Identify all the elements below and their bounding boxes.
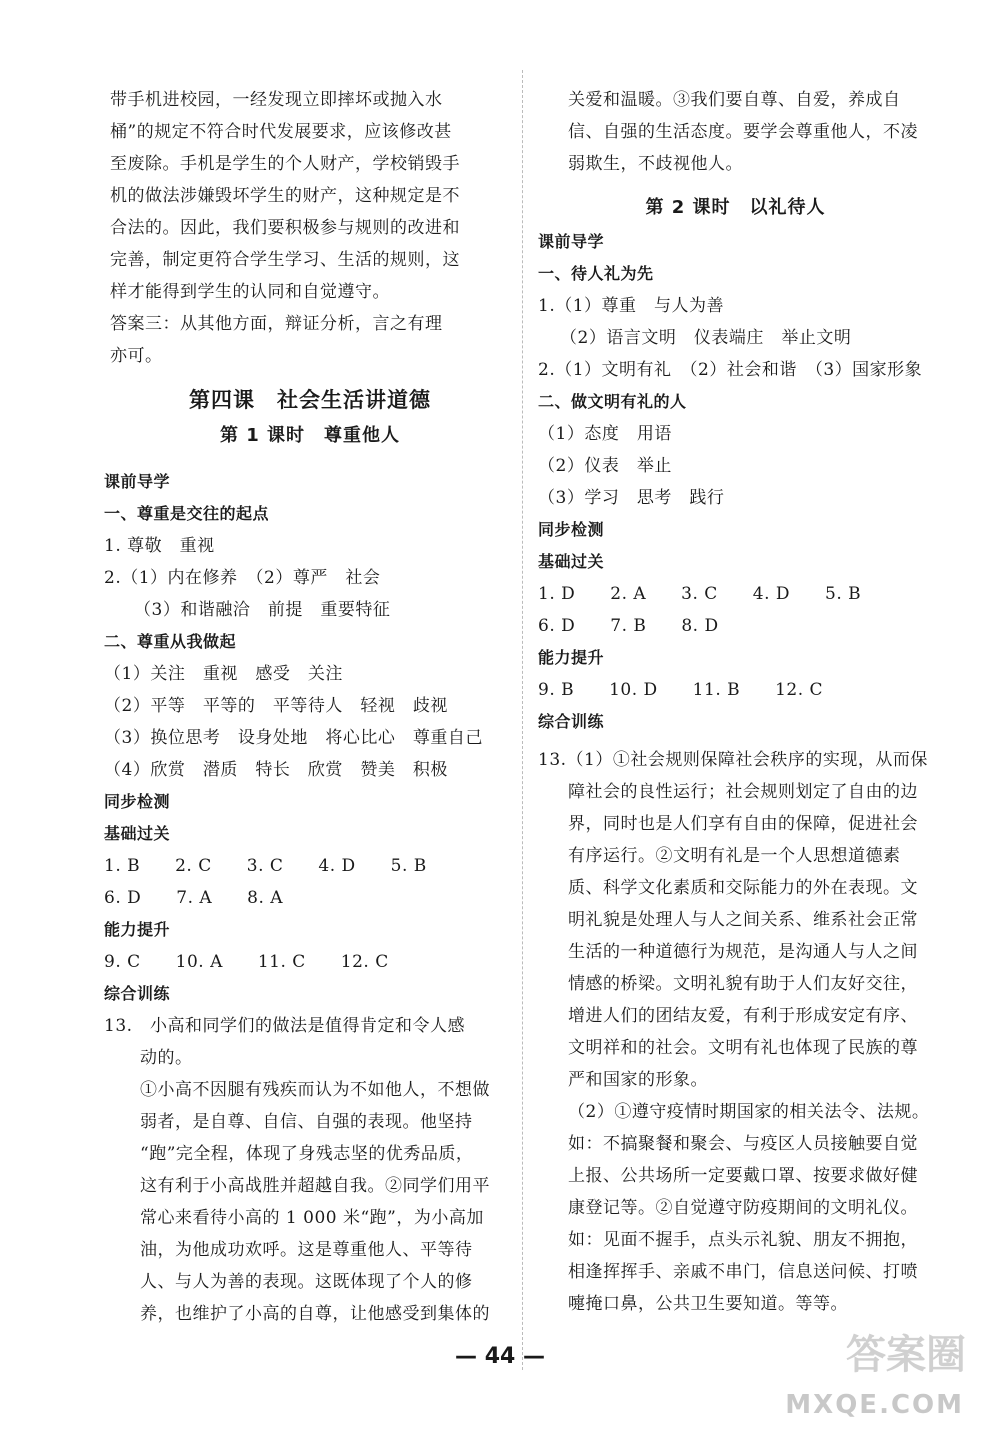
right-line: （2）仪表 举止 bbox=[538, 456, 672, 476]
left-line: 课前导学 bbox=[104, 472, 171, 491]
left-line: 1. B 2. C 3. C 4. D 5. B bbox=[104, 856, 427, 876]
left-line: 9. C 10. A 11. C 12. C bbox=[104, 952, 389, 972]
right-line: （2）①遵守疫情时期国家的相关法令、法规。 bbox=[568, 1102, 930, 1122]
right-line: 有序运行。②文明有礼是一个人思想道德素 bbox=[568, 846, 901, 866]
left-line: 这有利于小高战胜并超越自我。②同学们用平 bbox=[140, 1176, 490, 1196]
right-line: 质、科学文化素质和交际能力的外在表现。文 bbox=[568, 878, 918, 898]
left-line: 13. 小高和同学们的做法是值得肯定和令人感 bbox=[104, 1016, 466, 1036]
left-line: 人、与人为善的表现。这既体现了个人的修 bbox=[140, 1272, 473, 1292]
left-line: 常心来看待小高的 1 000 米“跑”，为小高加 bbox=[140, 1208, 484, 1228]
page-number: — 44 — bbox=[455, 1344, 545, 1369]
watermark-site: MXQE.COM bbox=[785, 1390, 964, 1420]
left-line: 答案三：从其他方面，辩证分析，言之有理 bbox=[110, 314, 443, 334]
right-line: 界，同时也是人们享有自由的保障，促进社会 bbox=[568, 814, 918, 834]
left-line: 桶”的规定不符合时代发展要求，应该修改甚 bbox=[110, 122, 452, 142]
right-line: 课前导学 bbox=[538, 232, 605, 251]
left-line: 合法的。因此，我们要积极参与规则的改进和 bbox=[110, 218, 460, 238]
left-line: 机的做法涉嫌毁坏学生的财产，这种规定是不 bbox=[110, 186, 460, 206]
right-line: 2.（1）文明有礼 （2）社会和谐 （3）国家形象 bbox=[538, 360, 923, 380]
right-line: 弱欺生，不歧视他人。 bbox=[568, 154, 743, 174]
right-line: 二、做文明有礼的人 bbox=[538, 392, 687, 411]
right-line: 情感的桥梁。文明礼貌有助于人们友好交往， bbox=[568, 974, 918, 994]
right-line: 相逢挥挥手、亲戚不串门，信息送问候、打喷 bbox=[568, 1262, 918, 1282]
right-line: （3）学习 思考 践行 bbox=[538, 488, 725, 508]
right-line: 同步检测 bbox=[538, 520, 605, 539]
left-line: 油，为他成功欢呼。这是尊重他人、平等待 bbox=[140, 1240, 473, 1260]
right-line: （1）态度 用语 bbox=[538, 424, 672, 444]
right-line: 关爱和温暖。③我们要自尊、自爱，养成自 bbox=[568, 90, 901, 110]
left-line: 2.（1）内在修养 （2）尊严 社会 bbox=[104, 568, 381, 588]
left-line: 综合训练 bbox=[104, 984, 171, 1003]
left-line: 一、尊重是交往的起点 bbox=[104, 504, 270, 523]
left-line: 1. 尊敬 重视 bbox=[104, 536, 215, 556]
left-line: 带手机进校园，一经发现立即摔坏或抛入水 bbox=[110, 90, 443, 110]
left-line: 完善，制定更符合学生学习、生活的规则，这 bbox=[110, 250, 460, 270]
right-line: （2）语言文明 仪表端庄 举止文明 bbox=[560, 328, 852, 348]
left-line: 养，也维护了小高的自尊，让他感受到集体的 bbox=[140, 1304, 490, 1324]
right-line: 一、待人礼为先 bbox=[538, 264, 654, 283]
column-divider bbox=[522, 70, 523, 1370]
right-line: 明礼貌是处理人与人之间关系、维系社会正常 bbox=[568, 910, 918, 930]
left-line: （3）换位思考 设身处地 将心比心 尊重自己 bbox=[104, 728, 483, 748]
right-line: 康登记等。②自觉遵守防疫期间的文明礼仪。 bbox=[568, 1198, 918, 1218]
left-line: “跑”完全程，体现了身残志坚的优秀品质， bbox=[140, 1144, 474, 1164]
right-line: 生活的一种道德行为规范，是沟通人与人之间 bbox=[568, 942, 918, 962]
right-line: 嚏掩口鼻，公共卫生要知道。等等。 bbox=[568, 1294, 848, 1314]
left-line: 至废除。手机是学生的个人财产，学校销毁手 bbox=[110, 154, 460, 174]
right-line: 基础过关 bbox=[538, 552, 605, 571]
left-line: 二、尊重从我做起 bbox=[104, 632, 237, 651]
left-line: 第 1 课时 尊重他人 bbox=[219, 425, 401, 446]
left-line: 样才能得到学生的认同和自觉遵守。 bbox=[110, 282, 390, 302]
left-line: （3）和谐融洽 前提 重要特征 bbox=[134, 600, 391, 620]
left-line: （4）欣赏 潜质 特长 欣赏 赞美 积极 bbox=[104, 760, 448, 780]
right-line: 13.（1）①社会规则保障社会秩序的实现，从而保 bbox=[538, 750, 928, 770]
right-line: 上报、公共场所一定要戴口罩、按要求做好健 bbox=[568, 1166, 918, 1186]
right-line: 能力提升 bbox=[538, 648, 605, 667]
watermark-logo: 答案圈 bbox=[846, 1332, 966, 1378]
right-line: 严和国家的形象。 bbox=[568, 1070, 708, 1090]
left-line: 动的。 bbox=[140, 1048, 193, 1068]
left-line: 基础过关 bbox=[104, 824, 171, 843]
left-line: （1）关注 重视 感受 关注 bbox=[104, 664, 343, 684]
left-line: 弱者，是自尊、自信、自强的表现。他坚持 bbox=[140, 1112, 473, 1132]
right-line: 6. D 7. B 8. D bbox=[538, 616, 719, 636]
right-line: 如：不搞聚餐和聚会、与疫区人员接触要自觉 bbox=[568, 1134, 918, 1154]
right-line: 文明祥和的社会。文明有礼也体现了民族的尊 bbox=[568, 1038, 918, 1058]
right-line: 1.（1）尊重 与人为善 bbox=[538, 296, 725, 316]
right-line: 增进人们的团结友爱，有利于形成安定有序、 bbox=[568, 1006, 918, 1026]
right-line: 如：见面不握手，点头示礼貌、朋友不拥抱， bbox=[568, 1230, 918, 1250]
left-line: 同步检测 bbox=[104, 792, 171, 811]
left-line: 第四课 社会生活讲道德 bbox=[189, 388, 431, 412]
left-line: 6. D 7. A 8. A bbox=[104, 888, 284, 908]
right-line: 综合训练 bbox=[538, 712, 605, 731]
right-line: 信、自强的生活态度。要学会尊重他人，不凌 bbox=[568, 122, 918, 142]
left-line: 能力提升 bbox=[104, 920, 171, 939]
right-line: 1. D 2. A 3. C 4. D 5. B bbox=[538, 584, 862, 604]
right-line: 第 2 课时 以礼待人 bbox=[645, 197, 826, 218]
left-line: （2）平等 平等的 平等待人 轻视 歧视 bbox=[104, 696, 448, 716]
left-line: ①小高不因腿有残疾而认为不如他人，不想做 bbox=[140, 1080, 490, 1100]
right-line: 障社会的良性运行；社会规则划定了自由的边 bbox=[568, 782, 918, 802]
left-line: 亦可。 bbox=[110, 346, 163, 366]
right-line: 9. B 10. D 11. B 12. C bbox=[538, 680, 824, 700]
